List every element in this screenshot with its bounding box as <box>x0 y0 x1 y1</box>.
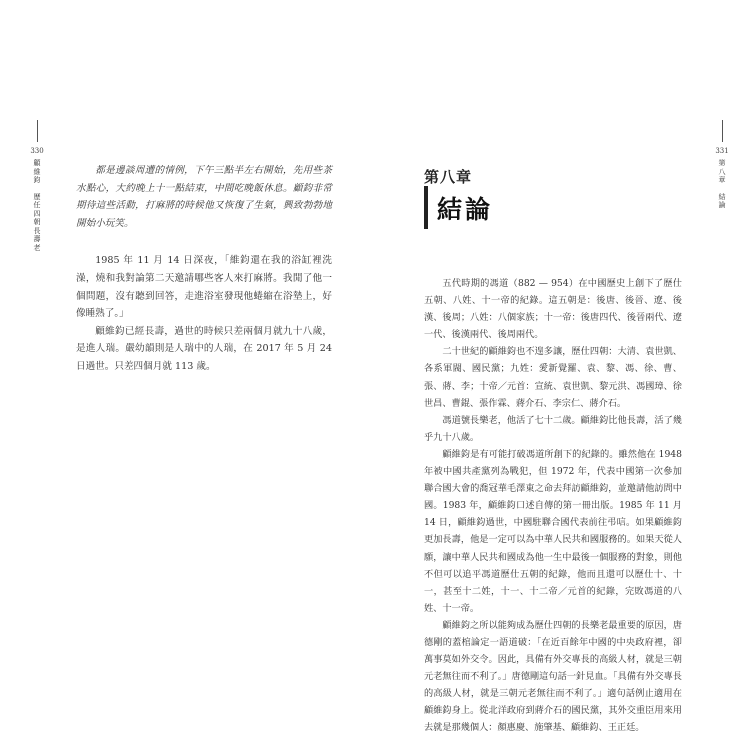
running-head-chapter: 第八章 <box>718 159 726 184</box>
left-page-number: 330 <box>30 147 44 155</box>
running-head-rule <box>37 120 38 142</box>
left-page-body <box>76 162 332 376</box>
running-head-chapter-title: 結論 <box>718 192 726 209</box>
running-head-rule <box>722 120 723 142</box>
right-running-head <box>715 120 729 210</box>
chapter-title: 結論 <box>437 195 494 224</box>
left-paragraph-2: 1985 年 11 月 14 日深夜，「維鈞還在我的浴缸裡洗澡，燒和我對論第二天邀請哪些客人來打麻將。我閒了他一個問題，沒有聽到回答，走進浴室發現他蜷縮在浴墊上，好像睡熟了。」 <box>76 255 332 320</box>
right-page-number: 331 <box>715 147 729 155</box>
right-paragraph-5: 顧維鈞之所以能夠成為歷仕四朝的長樂老最重要的原因，唐德剛的蓋棺論定一語道破：「在近百餘年中國的中央政府裡，卻萬事莫如外交令。因此，具備有外交專長的高級人材，就是三朝元老無往而不利了。」唐德剛這句話一針見血。「具備有外交專長的高級人材，就是三朝元老無往而不利了。」適句話例止適用在顧維鈞身上。從北洋政府到蔣介石的國民黨，其外交重臣用來用去就是那幾個人：顏惠慶、施肇基、顧維鈞、王正廷。 <box>424 619 682 734</box>
left-running-head <box>30 120 44 252</box>
right-paragraph-4: 顧維鈞是有可能打破馮道所創下的紀錄的。雖然他在 1948 年被中國共產黨列為戰犯，但 1972 年，代表中國第一次參加聯合國大會的喬冠華毛澤東之命去拜訪顧維鈞，並邀請他訪問中國。1983 年，顧維鈞口述自傳的第一冊出版。1985 年 11 月 14 日，顧維鈞過世，中國駐聯合國代表前往弔唁。如果顧維鈞更加長壽，他是一定可以為中華人民共和國服務的。如果天從人願，讓中華人民共和國成為他一生中最後一個服務的對象，則他不但可以追平馮道歷仕五朝的紀錄，他而且還可以歷仕十、十一，甚至十二姓，十一、十二帝／元首的紀錄，完敗馮道的八姓、十一帝。 <box>424 448 682 614</box>
right-paragraph-2: 二十世紀的顧維鈞也不遑多讓，歷仕四朝：大清、袁世凱、各系軍閥、國民黨；九姓：愛新覺羅、袁、黎、馮、徐、曹、張、蔣、李；十帝／元首：宣統、袁世凱、黎元洪、馮國璋、徐世昌、曹錕、張作霖、蔣介石、李宗仁、蔣介石。 <box>424 346 682 409</box>
left-paragraph-3: 顧維鈞已經長壽，過世的時候只差兩個月就九十八歲，是進人瑞。嚴幼韻則是人瑞中的人瑞，在 2017 年 5 月 24 日過世。只差四個月就 113 歲。 <box>76 325 332 372</box>
chapter-title-bar <box>424 186 428 229</box>
right-paragraph-3: 馮道號長樂老，他活了七十二歲。顧維鈞比他長壽，活了幾乎九十八歲。 <box>424 414 682 443</box>
left-paragraph-1: 都是邊談周遭的情例，下午三點半左右開始，先用些茶水點心，大約晚上十一點結束，中間吃晚飯休息。顧鈞非常期待這些活動，打麻將的時候他又恢復了生氣，興致勃勃地開始小玩笑。 <box>76 165 332 229</box>
running-head-author: 顧維鈞 <box>33 159 41 184</box>
chapter-label: 第八章 <box>424 168 473 186</box>
right-paragraph-1: 五代時期的馮道（882 — 954）在中國歷史上創下了歷仕五朝、八姓、十一帝的紀錄。這五朝是：後唐、後晉、遼、後漢、後周；八姓：八個家族；十一帝：後唐四代、後晉兩代、遼一代、後漢兩代、後周兩代。 <box>424 278 682 341</box>
running-head-book-title: 歷任四朝長壽老 <box>33 192 41 252</box>
right-page-body <box>424 275 682 737</box>
